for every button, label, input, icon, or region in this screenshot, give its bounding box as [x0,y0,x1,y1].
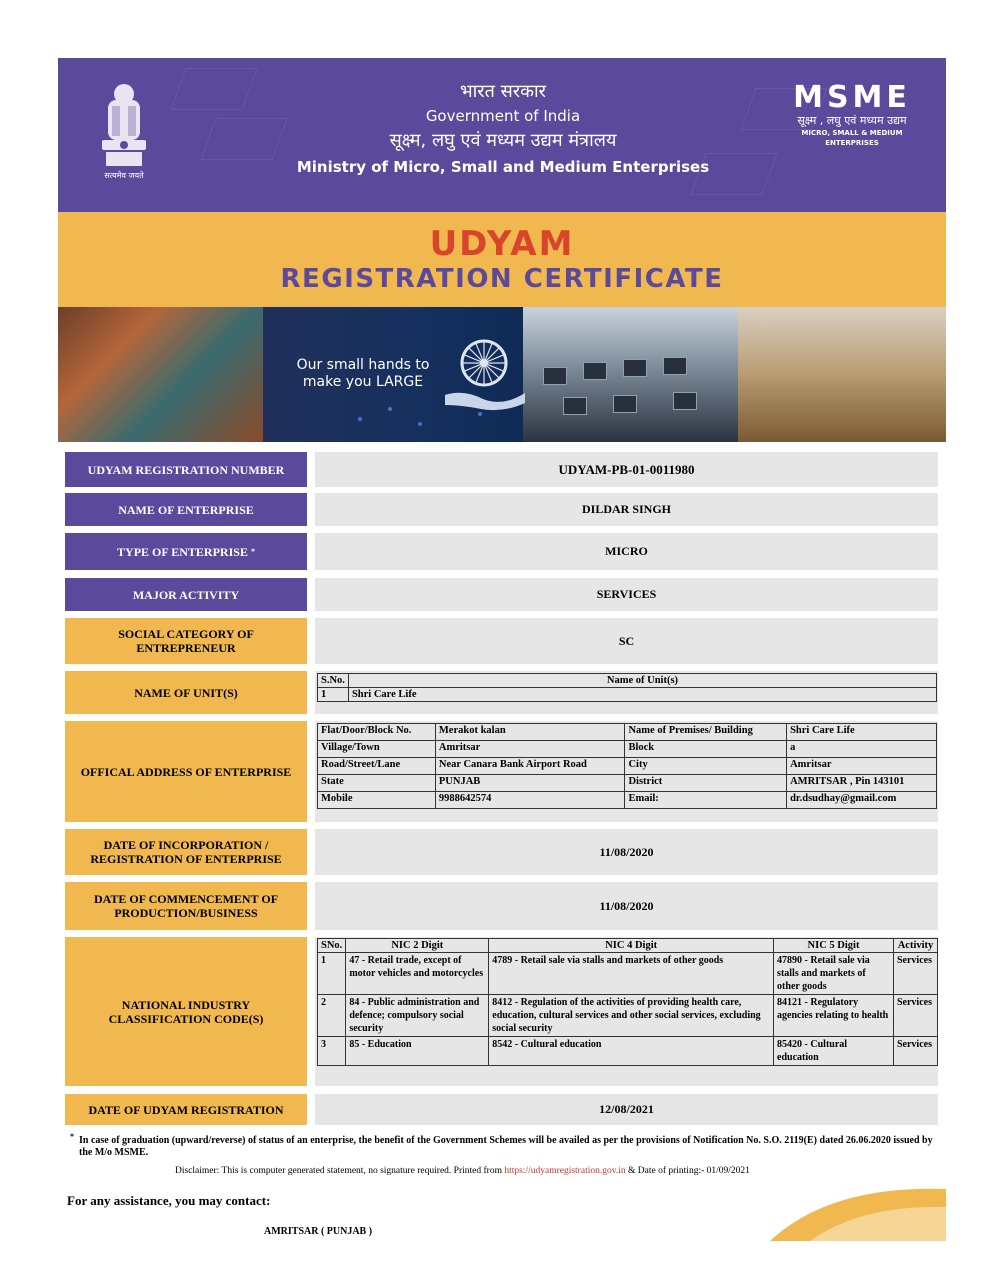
nic-cell: 2 [318,995,346,1037]
address-field-value: dr.dsudhay@gmail.com [787,792,937,809]
major-activity-value: SERVICES [315,578,938,611]
footnote-text: In case of graduation (upward/reverse) of status of an enterprise, the benefit of the Government Schemes will be availed as per the provisions of Notification No. S.O. 2119(E) dated 26.06.2020 issued by the M/o MSME. [79,1135,933,1158]
nic-cell: 4789 - Retail sale via stalls and markets of other goods [489,953,774,995]
enterprise-name-value: DILDAR SINGH [315,493,938,526]
nic-cell: 1 [318,953,346,995]
major-activity-label: MAJOR ACTIVITY [65,578,307,611]
nic-header-row [318,939,938,953]
address-field-label: Email: [625,792,787,809]
address-field-label: Mobile [318,792,436,809]
reg-number-value: UDYAM-PB-01-0011980 [315,452,938,487]
nic-cell: 47890 - Retail sale via stalls and markets of other goods [774,953,894,995]
commencement-date-label: DATE OF COMMENCEMENT OF PRODUCTION/BUSINESS [65,882,307,930]
nic-cell: Services [893,953,937,995]
nic-column-header: SNo. [318,939,346,953]
title-registration-certificate: REGISTRATION CERTIFICATE [280,264,724,294]
address-table [317,723,937,809]
title-band [58,212,946,307]
udyam-date-label: DATE OF UDYAM REGISTRATION [65,1094,307,1125]
address-field-label: Road/Street/Lane [318,758,436,775]
address-field-value: Amritsar [435,741,625,758]
address-row [318,741,937,758]
decorative-swoosh [770,1185,946,1241]
emblem-motto: सत्यमेव जयते [104,171,144,180]
msme-logo-english: MICRO, SMALL & MEDIUM ENTERPRISES [801,129,903,147]
nic-column-header: NIC 4 Digit [489,939,774,953]
nic-cell: 47 - Retail trade, except of motor vehicles and motorcycles [346,953,489,995]
nic-column-header: NIC 5 Digit [774,939,894,953]
hand-icon [443,385,528,413]
address-field-label: City [625,758,787,775]
header-titles [258,80,748,180]
address-field-value: Merakot kalan [435,724,625,741]
nic-cell: 84 - Public administration and defence; compulsory social security [346,995,489,1037]
commencement-date-value: 11/08/2020 [315,882,938,930]
nic-cell: 8542 - Cultural education [489,1037,774,1066]
footnote-mark: * [70,1132,74,1141]
nic-box [315,937,938,1086]
nic-cell: 84121 - Regulatory agencies relating to health [774,995,894,1037]
nic-column-header: NIC 2 Digit [346,939,489,953]
address-field-value: 9988642574 [435,792,625,809]
units-table [317,673,937,702]
table-row [318,995,938,1037]
nic-label: NATIONAL INDUSTRY CLASSIFICATION CODE(S) [65,937,307,1086]
header-band [58,58,946,212]
footnote [70,1132,938,1159]
hex-decoration [170,68,257,110]
address-row [318,775,937,792]
artisan-photo [58,307,263,442]
nic-cell: 85420 - Cultural education [774,1037,894,1066]
nic-cell: 8412 - Regulation of the activities of providing health care, education, cultural services and other social services, excluding social security [489,995,774,1037]
units-header-row: S.No. Name of Unit(s) [318,674,937,688]
farm-photo [738,307,946,442]
nic-cell: Services [893,1037,937,1066]
assistance-heading: For any assistance, you may contact: [67,1193,271,1208]
msme-logo-text: MSME [793,80,911,115]
office-photo [523,307,738,442]
banner-image [58,307,946,442]
msme-logo [782,82,922,148]
banner-tagline: Our small hands to make you LARGE [296,357,430,390]
government-title: Government of India [425,107,581,125]
enterprise-name-label: NAME OF ENTERPRISE [65,493,307,526]
address-field-label: District [625,775,787,792]
chakra-wheel-icon [458,337,510,389]
nic-column-header: Activity [893,939,937,953]
address-box [315,721,938,822]
table-row [318,953,938,995]
nic-cell: 85 - Education [346,1037,489,1066]
address-field-label: State [318,775,436,792]
title-udyam: UDYAM [429,224,575,264]
social-category-value: SC [315,618,938,664]
reg-number-label: UDYAM REGISTRATION NUMBER [65,452,307,487]
enterprise-type-value: MICRO [315,533,938,570]
nic-cell: 3 [318,1037,346,1066]
units-box [315,671,938,714]
hindi-government-title: भारत सरकार [459,81,547,102]
nic-cell: Services [893,995,937,1037]
nic-table [317,938,938,1066]
incorporation-date-label: DATE OF INCORPORATION / REGISTRATION OF ENTERPRISE [65,829,307,875]
ministry-title: Ministry of Micro, Small and Medium Enterprises [296,158,710,176]
disclaimer: Disclaimer: This is computer generated statement, no signature required. Printed from https://udyamregistration.gov.in & Date of printing:- 01/09/2021 [175,1166,750,1176]
udyam-portal-link[interactable]: https://udyamregistration.gov.in [504,1166,626,1176]
udyam-date-value: 12/08/2021 [315,1094,938,1125]
address-row [318,758,937,775]
social-category-label: SOCIAL CATEGORY OF ENTREPRENEUR [65,618,307,664]
address-field-value: AMRITSAR , Pin 143101 [787,775,937,792]
address-row [318,724,937,741]
address-row [318,792,937,809]
address-field-value: Amritsar [787,758,937,775]
address-field-label: Village/Town [318,741,436,758]
contact-city: AMRITSAR ( PUNJAB ) [264,1226,373,1237]
address-field-value: PUNJAB [435,775,625,792]
table-row: 1 Shri Care Life [318,688,937,702]
table-row [318,1037,938,1066]
address-field-value: a [787,741,937,758]
address-field-label: Block [625,741,787,758]
hindi-ministry-title: सूक्ष्म, लघु एवं मध्यम उद्यम मंत्रालय [389,130,617,151]
address-field-value: Shri Care Life [787,724,937,741]
asterisk-mark: * [250,546,255,556]
units-label: NAME OF UNIT(S) [65,671,307,714]
address-label: OFFICAL ADDRESS OF ENTERPRISE [65,721,307,822]
address-field-label: Flat/Door/Block No. [318,724,436,741]
address-field-value: Near Canara Bank Airport Road [435,758,625,775]
incorporation-date-value: 11/08/2020 [315,829,938,875]
address-field-label: Name of Premises/ Building [625,724,787,741]
enterprise-type-label: TYPE OF ENTERPRISE * [65,533,307,570]
msme-logo-hindi: सूक्ष्म , लघु एवं मध्यम उद्यम [797,114,907,127]
